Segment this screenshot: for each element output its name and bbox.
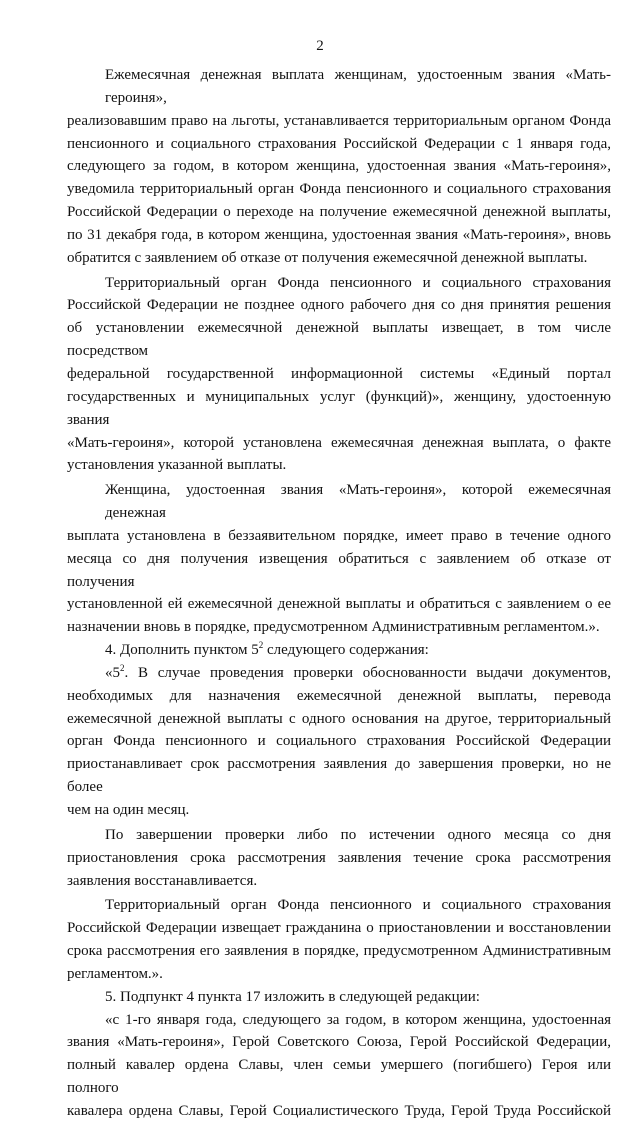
- text-line: регламентом.».: [67, 965, 163, 982]
- text-line: следующего за годом, в котором женщина, удостоенная звания «Мать-героиня»,: [67, 158, 611, 175]
- text-line: по 31 декабря года, в котором женщина, удостоенная звания «Мать-героиня», вновь: [67, 226, 611, 243]
- item-4-text-before: 4. Дополнить пунктом 5: [105, 642, 259, 659]
- paragraph-clause-5-2: [67, 662, 611, 822]
- paragraph-9: [67, 1009, 611, 1123]
- paragraph-1: [67, 64, 611, 270]
- text-line: обратится с заявлением об отказе от получения ежемесячной денежной выплаты.: [67, 249, 588, 266]
- text-line: установленной ей ежемесячной денежной выплаты и обратиться с заявлением о ее: [67, 596, 611, 613]
- text-line: реализовавшим право на льготы, устанавливается территориальным органом Фонда: [67, 112, 611, 129]
- paragraph-2: [67, 272, 611, 478]
- clause-prefix: «5: [105, 664, 120, 681]
- text-line: уведомила территориальный орган Фонда пенсионного и социального страхования: [67, 181, 611, 198]
- text-line: приостановления срока рассмотрения заявления течение срока рассмотрения: [67, 849, 611, 866]
- text-line: государственных и муниципальных услуг (функций)», женщину, удостоенную звания: [67, 388, 611, 428]
- document-body: [67, 64, 611, 1123]
- text-line: орган Фонда пенсионного и социального страхования Российской Федерации: [67, 733, 611, 750]
- text-line: месяца со дня получения извещения обратиться с заявлением об отказе от получения: [67, 550, 611, 590]
- text-line: Территориальный орган Фонда пенсионного и социального страхования: [105, 897, 611, 914]
- text-line: По завершении проверки либо по истечении одного месяца со дня: [105, 826, 611, 843]
- text-line: «Мать-героиня», которой установлена ежемесячная денежная выплата, о факте: [67, 434, 611, 451]
- text-line: Российской Федерации извещает гражданина о приостановлении и восстановлении: [67, 920, 611, 937]
- text-line: звания «Мать-героиня», Герой Советского Союза, Герой Российской Федерации,: [67, 1034, 611, 1051]
- text-line: Территориальный орган Фонда пенсионного и социального страхования: [105, 274, 611, 291]
- text-line: 5. Подпункт 4 пункта 17 изложить в следующей редакции:: [105, 988, 480, 1005]
- clause-superscript: 2: [120, 662, 125, 673]
- text-line: кавалера ордена Славы, Герой Социалистического Труда, Герой Труда Российской: [67, 1102, 611, 1119]
- text-line: выплата установлена в беззаявительном порядке, имеет право в течение одного: [67, 527, 611, 544]
- text-line: приостанавливает срок рассмотрения заявления до завершения проверки, но не более: [67, 756, 611, 796]
- item-4-superscript: 2: [258, 640, 264, 651]
- text-line: срока рассмотрения его заявления в порядке, предусмотренном Административным: [67, 943, 611, 960]
- text-line: [67, 662, 611, 685]
- text-line: об установлении ежемесячной денежной выплаты извещает, в том числе посредством: [67, 320, 611, 360]
- text-line: назначении вновь в порядке, предусмотренном Административным регламентом.».: [67, 619, 600, 636]
- text-line: Ежемесячная денежная выплата женщинам, удостоенным звания «Мать-героиня»,: [105, 67, 611, 106]
- text-line: ежемесячной денежной выплаты с одного основания на другое, территориальный: [67, 710, 611, 727]
- paragraph-item-5: [67, 986, 611, 1009]
- page-number: 2: [316, 38, 324, 54]
- text-line: Российской Федерации о переходе на получение ежемесячной денежной выплаты,: [67, 204, 611, 221]
- text-line: заявления восстанавливается.: [67, 872, 258, 889]
- text-line: Российской Федерации не позднее одного рабочего дня со дня принятия решения: [67, 297, 611, 314]
- text-line: «с 1-го января года, следующего за годом, в котором женщина, удостоенная: [105, 1011, 611, 1028]
- item-4-text: [105, 642, 429, 658]
- text-line: чем на один месяц.: [67, 802, 190, 818]
- paragraph-3: [67, 479, 611, 639]
- text-line: необходимых для назначения ежемесячной денежной выплаты, перевода: [67, 687, 611, 704]
- text-line: полный кавалер ордена Славы, член семьи умершего (погибшего) Героя или полного: [67, 1057, 611, 1097]
- text-line: установления указанной выплаты.: [67, 457, 287, 474]
- paragraph-6: [67, 824, 611, 893]
- text-line: Женщина, удостоенная звания «Мать-героиня», которой ежемесячная денежная: [105, 482, 611, 522]
- clause-first-line: . В случае проведения проверки обоснованности выдачи документов,: [124, 664, 611, 681]
- text-line: пенсионного и социального страхования Российской Федерации с 1 января года,: [67, 135, 611, 152]
- text-line: [67, 639, 611, 662]
- text-line: федеральной государственной информационной системы «Единый портал: [67, 365, 611, 382]
- paragraph-7: [67, 894, 611, 985]
- item-4-text-after: следующего содержания:: [263, 642, 429, 659]
- paragraph-item-4: [67, 639, 611, 662]
